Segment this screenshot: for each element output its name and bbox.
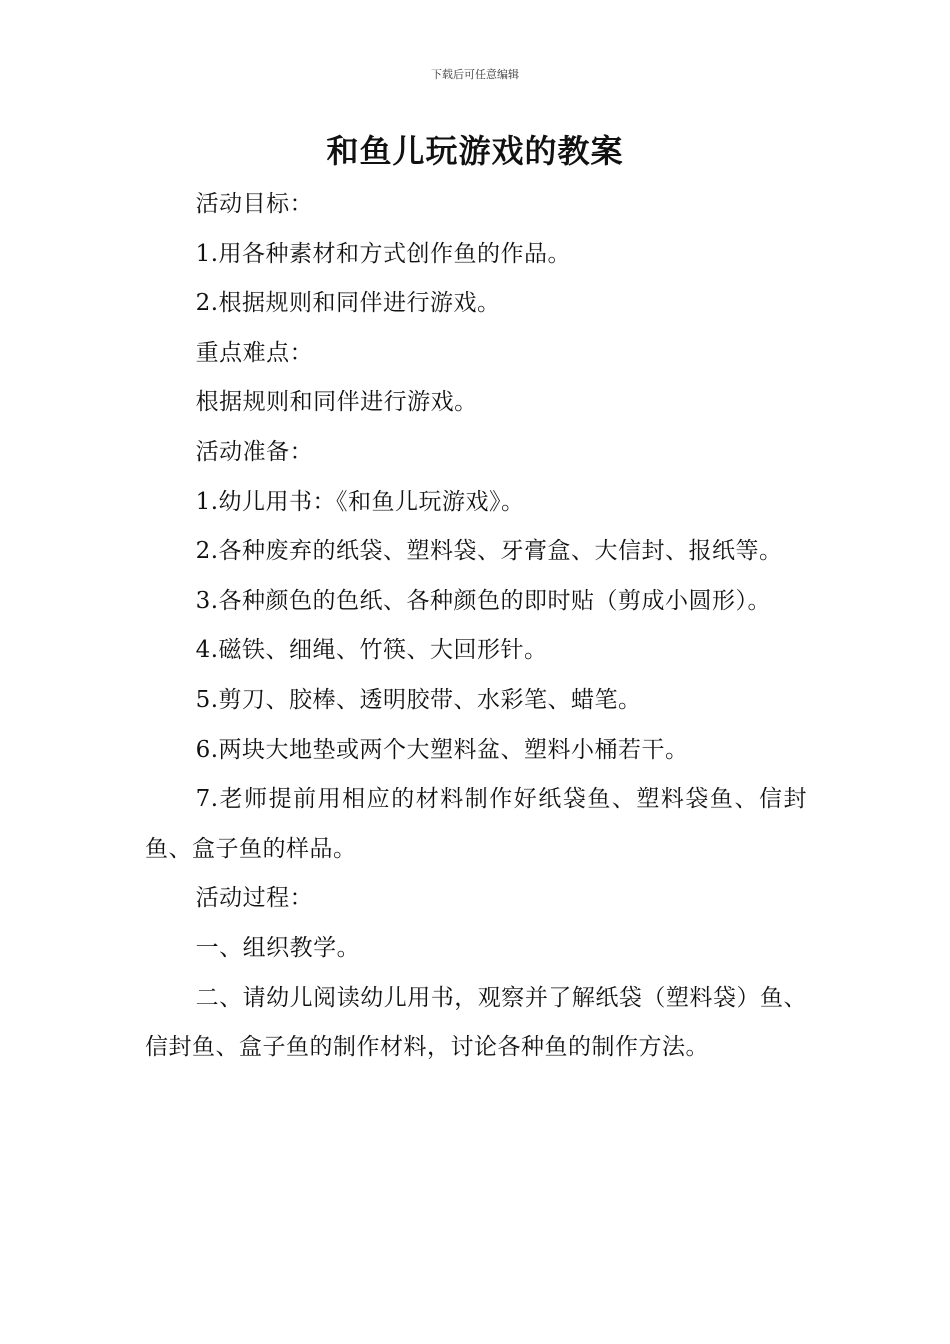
paragraph-preparation-1: 1.幼儿用书：《和鱼儿玩游戏》。 <box>195 488 525 515</box>
paragraph-preparation-2: 2.各种废弃的纸袋、塑料袋、牙膏盒、大信封、报纸等。 <box>195 538 783 565</box>
document-body <box>145 180 807 1073</box>
paragraph-key-points-heading: 重点难点： <box>195 339 314 366</box>
document-title: 和鱼儿玩游戏的教案 <box>326 132 624 170</box>
paragraph-goal-2: 2.根据规则和同伴进行游戏。 <box>195 290 501 317</box>
paragraph-preparation-6: 6.两块大地垫或两个大塑料盆、塑料小桶若干。 <box>195 736 689 763</box>
paragraph-goals-heading: 活动目标： <box>195 191 314 217</box>
paragraph-preparation-3: 3.各种颜色的色纸、各种颜色的即时贴（剪成小圆形）。 <box>195 587 772 614</box>
paragraph-process-1: 一、组织教学。 <box>195 934 361 961</box>
paragraph-preparation-4: 4.磁铁、细绳、竹筷、大回形针。 <box>195 637 548 664</box>
header-note: 下载后可任意编辑 <box>431 68 519 81</box>
paragraph-preparation-5: 5.剪刀、胶棒、透明胶带、水彩笔、蜡笔。 <box>195 686 642 713</box>
paragraph-process-2: 二、请幼儿阅读幼儿用书，观察并了解纸袋（塑料袋）鱼、信封鱼、盒子鱼的制作材料，讨论各种鱼的制作方法。 <box>145 984 807 1061</box>
paragraph-process-heading: 活动过程： <box>195 885 314 912</box>
paragraph-preparation-heading: 活动准备： <box>195 438 314 465</box>
paragraph-key-point: 根据规则和同伴进行游戏。 <box>195 389 478 416</box>
paragraph-preparation-7: 7.老师提前用相应的材料制作好纸袋鱼、塑料袋鱼、信封鱼、盒子鱼的样品。 <box>145 786 807 862</box>
paragraph-goal-1: 1.用各种素材和方式创作鱼的作品。 <box>195 240 572 267</box>
